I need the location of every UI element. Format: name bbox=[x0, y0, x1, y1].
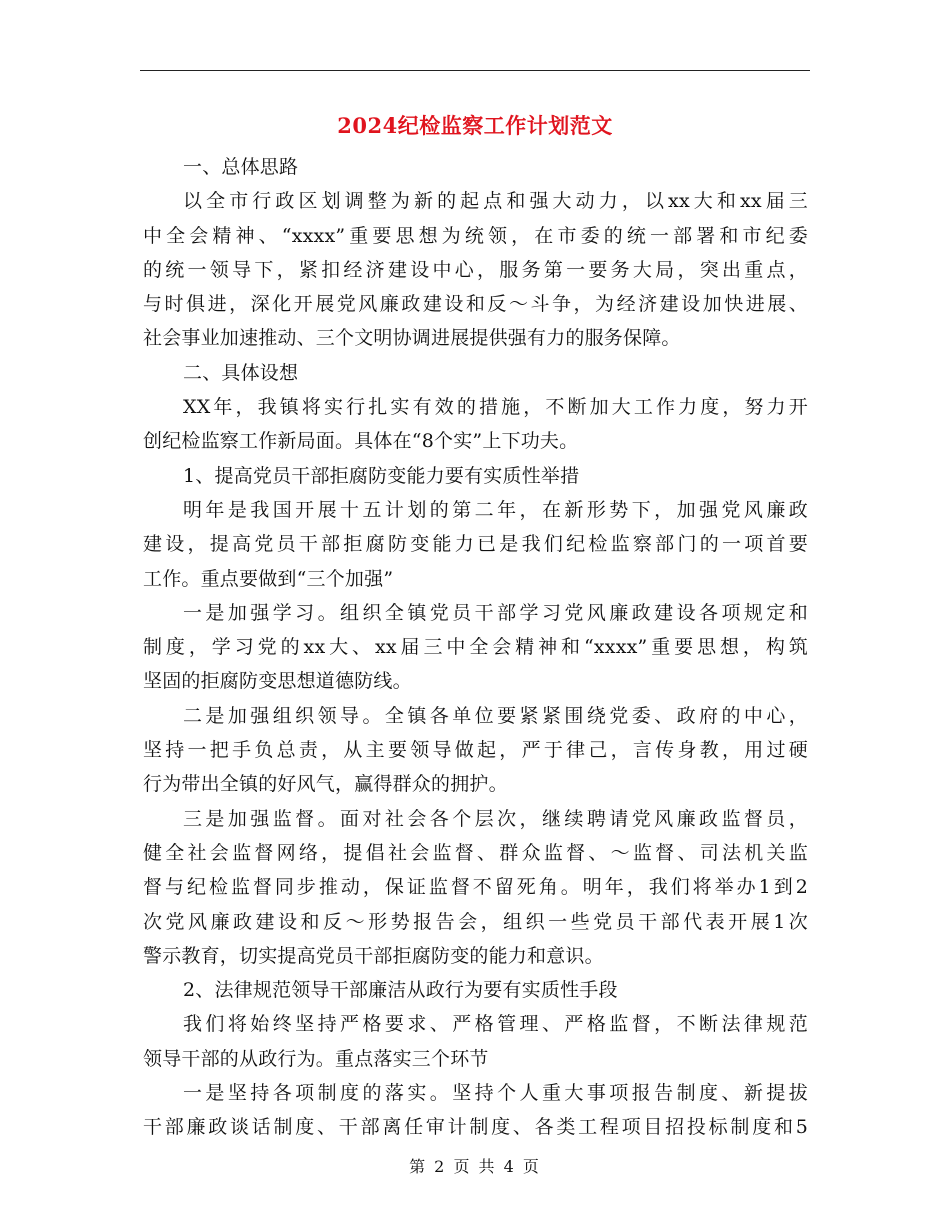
body-line: 2、法律规范领导干部廉洁从政行为要有实质性手段 bbox=[183, 979, 618, 1002]
body-line: 健全社会监督网络，提倡社会监督、群众监督、～监督、司法机关监 bbox=[143, 841, 808, 864]
body-line: 中全会精神、“xxxx”重要思想为统领，在市委的统一部署和市纪委 bbox=[143, 224, 808, 247]
body-line: 干部廉政谈话制度、干部离任审计制度、各类工程项目招投标制度和5 bbox=[143, 1116, 808, 1139]
body-line: 的统一领导下，紧扣经济建设中心，服务第一要务大局，突出重点， bbox=[143, 258, 808, 281]
body-line: 行为带出全镇的好风气，赢得群众的拥护。 bbox=[143, 773, 508, 796]
body-line: 领导干部的从政行为。重点落实三个环节 bbox=[143, 1047, 489, 1070]
body-line: 工作。重点要做到“三个加强” bbox=[143, 567, 394, 590]
body-line: 坚持一把手负总责，从主要领导做起，严于律己，言传身教，用过硬 bbox=[143, 739, 808, 762]
body-line: 以全市行政区划调整为新的起点和强大动力，以xx大和xx届三 bbox=[183, 190, 808, 213]
body-line: 与时俱进，深化开展党风廉政建设和反～斗争，为经济建设加快进展、 bbox=[143, 293, 808, 316]
header-rule bbox=[140, 70, 810, 71]
body-line: 创纪检监察工作新局面。具体在“8个实”上下功夫。 bbox=[143, 430, 579, 453]
body-line: 一、总体思路 bbox=[183, 156, 299, 178]
body-line: 二、具体设想 bbox=[183, 361, 299, 384]
body-line: 我们将始终坚持严格要求、严格管理、严格监督，不断法律规范 bbox=[183, 1013, 808, 1036]
body-line: 次党风廉政建设和反～形势报告会，组织一些党员干部代表开展1次 bbox=[143, 910, 808, 933]
document-title: 2024纪检监察工作计划范文 bbox=[337, 113, 613, 138]
body-line: 明年是我国开展十五计划的第二年，在新形势下，加强党风廉政 bbox=[183, 498, 808, 521]
body-line: 1、提高党员干部拒腐防变能力要有实质性举措 bbox=[183, 464, 580, 487]
body-line: 建设，提高党员干部拒腐防变能力已是我们纪检监察部门的一项首要 bbox=[143, 533, 808, 556]
body-line: 二是加强组织领导。全镇各单位要紧紧围绕党委、政府的中心， bbox=[183, 704, 808, 727]
body-line: XX年，我镇将实行扎实有效的措施，不断加大工作力度，努力开 bbox=[183, 396, 808, 419]
body-line: 督与纪检监督同步推动，保证监督不留死角。明年，我们将举办1到2 bbox=[143, 876, 808, 899]
body-line: 一是加强学习。组织全镇党员干部学习党风廉政建设各项规定和 bbox=[183, 601, 808, 624]
body-line: 社会事业加速推动、三个文明协调进展提供强有力的服务保障。 bbox=[143, 327, 681, 350]
body-line: 制度，学习党的xx大、xx届三中全会精神和“xxxx”重要思想，构筑 bbox=[143, 636, 808, 659]
body-line: 三是加强监督。面对社会各个层次，继续聘请党风廉政监督员， bbox=[183, 807, 808, 830]
body-line: 坚固的拒腐防变思想道德防线。 bbox=[143, 670, 412, 693]
page-footer: 第 2 页 共 4 页 bbox=[409, 1157, 541, 1176]
document-body bbox=[143, 150, 808, 1145]
body-line: 警示教育，切实提高党员干部拒腐防变的能力和意识。 bbox=[143, 944, 604, 967]
body-line: 一是坚持各项制度的落实。坚持个人重大事项报告制度、新提拔 bbox=[183, 1082, 808, 1105]
